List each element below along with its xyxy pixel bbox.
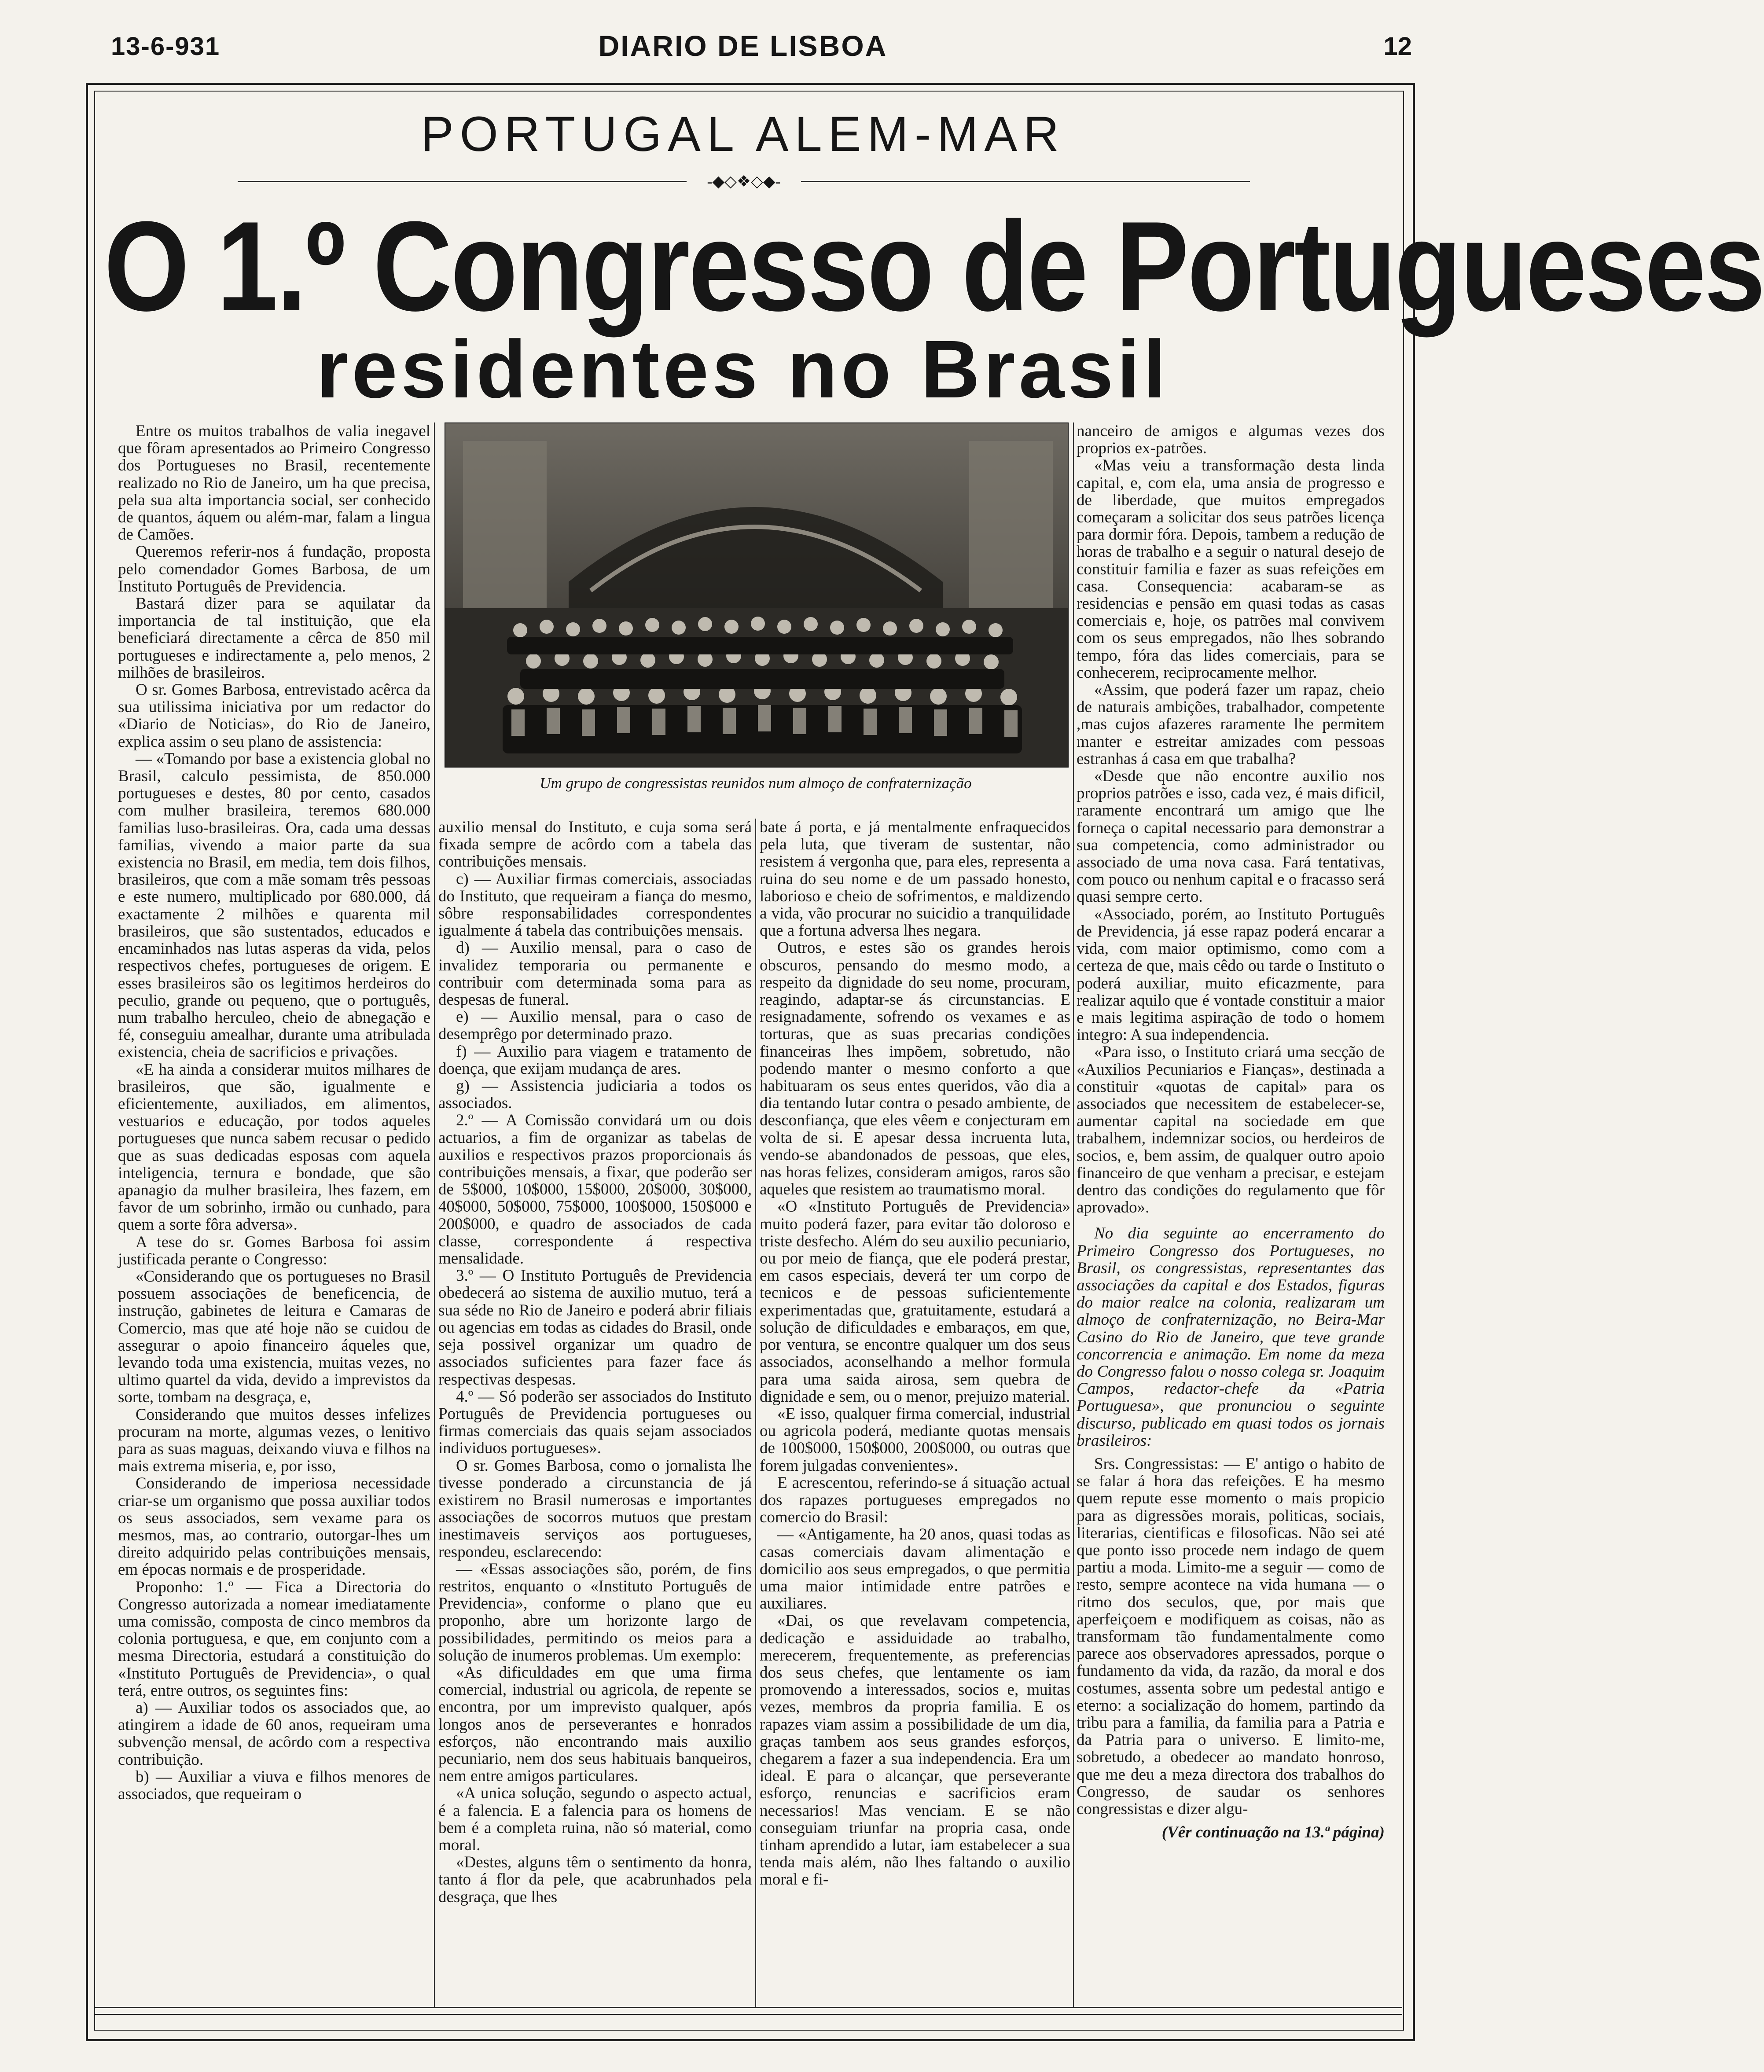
paragraph: «Mas veiu a transformação desta linda capital, e, com ela, uma ansia de progresso e de liberdade, que muitos empregados começaram a solicitar dos seus patrões licença para dormir fóra. Depois, tambem a redução de horas de trabalho e a seguir o natural desejo de constituir familia e fazer as suas refeições em casa. Consequencia: acabaram-se as residencias e pensão em quasi todas as casas comerciais e, hoje, os patrões mal convivem com os seus empregados, não lhes sobrando tempo, fóra das lides comerciais, para se conhecerem, reciprocamente melhor. xyxy=(1077,456,1385,682)
column-rule-2 xyxy=(755,819,756,2007)
continuation-note: (Vêr continuação na 13.ª página) xyxy=(1161,1823,1385,1842)
italic-lead-paragraph: No dia seguinte ao encerramento do Primeiro Congresso dos Portugueses, no Brasil, os congressistas, representantes das associações da capital e dos Estados, figuras do maior realce na colonia, realizaram um almoço de confraternização, no Beira-Mar Casino do Rio de Janeiro, que teve grande concorrencia e animação. Em nome da meza do Congresso falou o nosso colega sr. Joaquim Campos, redactor-chefe da «Patria Portuguesa», que pronunciou o seguinte discurso, publicado em quasi todos os jornais brasileiros: xyxy=(1077,1224,1385,1450)
paragraph: «E isso, qualquer firma comercial, industrial ou agricola poderá, mediante quotas mensais de 100$000, 150$000, 200$000, ou outras que forem julgadas convenientes». xyxy=(760,1404,1070,1475)
paragraph: Considerando de imperiosa necessidade criar-se um organismo que possa auxiliar todos os seus associados, sem vexame para os mesmos, mas, ao contrario, outorgar-lhes um direito adquirido pelas contribuições mensais, em épocas normais e de prosperidade. xyxy=(118,1474,430,1579)
paragraph: «O «Instituto Português de Previdencia» muito poderá fazer, para evitar tão doloroso e triste desfecho. Além do seu auxilio pecuniario, ou por meio de fiança, que ele poderá prestar, em casos especiais, deverá ter um corpo de tecnicos e de pessoas suficientemente experimentadas que, gratuitamente, estudará a solução de dificuldades e embaraços, em que, por ventura, se encontre qualquer um dos seus associados, aconselhando a melhor formula para uma saida airosa, sem quebra de dignidade e sem, ou o menor, prejuizo material. xyxy=(760,1198,1070,1406)
bottom-rule xyxy=(94,2007,1402,2008)
ornament-glyphs: -◆◇❖◇◆- xyxy=(707,173,781,190)
article-column-4 xyxy=(1077,422,1385,2007)
paragraph: auxilio mensal do Instituto, e cuja soma será fixada sempre de acôrdo com a tabela das contribuições mensais. xyxy=(438,818,752,871)
paragraph: f) — Auxilio para viagem e tratamento de doença, que exijam mudança de ares. xyxy=(438,1042,752,1078)
group-photo xyxy=(445,422,1069,768)
paragraph: Entre os muitos trabalhos de valia inegavel que fôram apresentados ao Primeiro Congresso dos Portugueses no Brasil, recentemente realizado no Rio de Janeiro, um ha que precisa, pela sua alta importancia social, ser conhecido de quantos, áquem ou além-mar, falam a lingua de Camões. xyxy=(118,422,430,544)
paragraph: g) — Assistencia judiciaria a todos os associados. xyxy=(438,1077,752,1113)
paragraph: «Assim, que poderá fazer um rapaz, cheio de naturais ambições, trabalhador, competente ,mas cujos afazeres raramente lhe permitem manter e estreitar amizades com pessoas estranhas á casa em que trabalha? xyxy=(1077,681,1385,768)
paragraph: E acrescentou, referindo-se á situação actual dos rapazes portugueses empregados no comercio do Brasil: xyxy=(760,1473,1070,1527)
paragraph: «Dai, os que revelavam competencia, dedicação e assiduidade ao trabalho, merecerem, frequentemente, as preferencias dos seus chefes, que lentamente os iam promovendo a interessados, socios e, muitas vezes, membros da propria familia. E os rapazes viam assim a possibilidade de um dia, graças tambem aos seus grandes esforços, chegarem a fazer a sua independencia. Era um ideal. E para o alcançar, que perseverante esforço, renuncias e sacrificios eram necessarios! Mas venciam. E se não conseguiam triunfar na propria casa, onde tinham aprendido a lutar, iam estabelecer a sua tenda mais além, não lhes faltando o auxilio moral e fi- xyxy=(760,1612,1070,1889)
paragraph: — «Antigamente, ha 20 anos, quasi todas as casas comerciais davam alimentação e domicilio aos seus empregados, o que permitia uma maior intimidade entre patrões e auxiliares. xyxy=(760,1525,1070,1613)
newspaper-name: DIARIO DE LISBOA xyxy=(598,29,888,62)
paragraph: 2.º — A Comissão convidará um ou dois actuarios, a fim de organizar as tabelas de auxilios e respectivos prazos proporcionais ás contribuições mensais, a fixar, que poderão ser de 5$000, 10$000, 15$000, 20$000, 30$000, 40$000, 50$000, 75$000, 100$000, 150$000 e 200$000, e quadro de associados de cada classe, correspondente á respectiva mensalidade. xyxy=(438,1111,752,1268)
paragraph: «Destes, alguns têm o sentimento da honra, tanto á flor da pele, que acabrunhados pela desgraça, que lhes xyxy=(438,1853,752,1906)
paragraph: 4.º — Só poderão ser associados do Instituto Português de Previdencia portugueses ou firmas comerciais das quais sejam associados individuos portugueses». xyxy=(438,1387,752,1458)
paragraph: «As dificuldades em que uma firma comercial, industrial ou agricola, de repente se encontra, por um imprevisto qualquer, após longos anos de perseverantes e honrados esforços, não encontrando mais auxilio pecuniario, nem dos seus habituais banqueiros, nem entre amigos particulares. xyxy=(438,1663,752,1785)
page-number: 12 xyxy=(1383,32,1412,61)
paragraph: Outros, e estes são os grandes herois obscuros, pensando do mesmo modo, a respeito da dignidade do seu nome, procuram, reagindo, adaptar-se ás circunstancias. E resignadamente, sofrendo os vexames e as torturas, que as suas precarias condições financeiras lhes impõem, sobretudo, não podendo manter o mesmo conforto a que habituaram os seus entes queridos, vão dia a dia tentando lutar contra o pesado ambiente, de desconfiança, que eles vêem e conjecturam em volta de si. E apesar dessa incruenta luta, vendo-se abandonados de pessoas, que eles, nas horas felizes, consideram amigos, raros são aqueles que resistem ao traumatismo moral. xyxy=(760,939,1070,1199)
paragraph: — «Essas associações são, porém, de fins restritos, enquanto o «Instituto Português de Previdencia», conforme o plano que eu proponho, abre um horizonte largo de possibilidades, permitindo os meios para a solução de inumeros problemas. Um exemplo: xyxy=(438,1560,752,1664)
paragraph: b) — Auxiliar a viuva e filhos menores de associados, que requeiram o xyxy=(118,1767,430,1804)
divider-line-right xyxy=(801,181,1250,182)
photo-caption: Um grupo de congressistas reunidos num almoço de confraternização xyxy=(540,775,972,792)
paragraph: «Associado, porém, ao Instituto Português de Previdencia, já esse rapaz poderá encarar a vida, com maior optimismo, como com a certeza de que, mais cêdo ou tarde o Instituto o poderá auxiliar, muito eficazmente, para realizar aquilo que é vontade constituir a maior e mais legitima aspiração de todo o homem integro: A sua independencia. xyxy=(1077,905,1385,1044)
paragraph: Bastará dizer para se aquilatar da importancia de tal instituição, que ela beneficiará directamente a cêrca de 850 mil portugueses e indirectamente a, pelo menos, 2 milhões de brasileiros. xyxy=(118,595,430,682)
paragraph: Proponho: 1.º — Fica a Directoria do Congresso autorizada a nomear imediatamente uma comissão, composta de cinco membros da colonia portuguesa, e que, em conjunto com a mesma Directoria, estudará a constituição do «Instituto Português de Previdencia», o qual terá, entre outros, os seguintes fins: xyxy=(118,1578,430,1700)
paragraph: c) — Auxiliar firmas comerciais, associadas do Instituto, que requeiram a fiança do mesmo, sôbre responsabilidades correspondentes igualmente á tabela das contribuições mensais. xyxy=(438,870,752,940)
paragraph: nanceiro de amigos e algumas vezes dos proprios ex-patrões. xyxy=(1077,422,1385,458)
headline: O 1.º Congresso de Portugueses xyxy=(104,195,1764,338)
bottom-rule-thin xyxy=(94,2014,1402,2015)
paragraph: «Considerando que os portugueses no Brasil possuem associações de beneficencia, de instrução, gabinetes de leitura e Camaras de Comercio, mas que até hoje não se cuidou de assegurar o apoio financeiro áqueles que, levando toda uma existencia, muitas vezes, no ultimo quartel da vida, devido a imprevistos da sorte, tombam na desgraça, e, xyxy=(118,1267,430,1407)
column-rule-3 xyxy=(1073,422,1074,2007)
paragraph: e) — Auxilio mensal, para o caso de desemprêgo por determinado prazo. xyxy=(438,1008,752,1043)
issue-date: 13-6-931 xyxy=(111,32,220,61)
paragraph: «A unica solução, segundo o aspecto actual, é a falencia. E a falencia para os homens de bem é a completa ruina, não só material, como moral. xyxy=(438,1784,752,1854)
section-title: PORTUGAL ALEM-MAR xyxy=(420,107,1066,162)
paragraph: «Desde que não encontre auxilio nos proprios patrões e isso, cada vez, é mais dificil, raramente encontrará um amigo que lhe forneça o capital necessario para demonstrar a sua competencia, como administrador ou associado de uma nova casa. Fará tentativas, com pouco ou nenhum capital e o fracasso será quasi sempre certo. xyxy=(1077,767,1385,906)
paragraph: «Para isso, o Instituto criará uma secção de «Auxilios Pecuniarios e Fianças», destinada a constituir «quotas de capital» para os associados que necessitem de estabelecer-se, aumentar capital na sociedade em que trabalhem, indemnizar socios, ou herdeiros de socios, e, bem assim, de qualquer outro apoio financeiro de que venham a precisar, e estejam dentro das condições do regulamento que fôr aprovado». xyxy=(1077,1043,1385,1217)
paragraph: a) — Auxiliar todos os associados que, ao atingirem a idade de 60 anos, requeiram uma subvenção mensal, de acôrdo com a respectiva contribuição. xyxy=(118,1699,430,1769)
ornament-divider xyxy=(238,173,1250,190)
article-column-1 xyxy=(118,422,430,2007)
divider-line-left xyxy=(238,181,687,182)
paragraph: 3.º — O Instituto Português de Previdencia obedecerá ao sistema de auxilio mutuo, terá a sua séde no Rio de Janeiro e poderá abrir filiais ou agencias em todas as cidades do Brasil, onde seja possivel organizar um quadro de associados suficientes para fazer face ás respectivas despesas. xyxy=(438,1267,752,1389)
paragraph: A tese do sr. Gomes Barbosa foi assim justificada perante o Congresso: xyxy=(118,1233,430,1268)
paragraph: d) — Auxilio mensal, para o caso de invalidez temporaria ou permanente e contribuir com determinada soma para as despesas de funeral. xyxy=(438,939,752,1009)
paragraph: Queremos referir-nos á fundação, proposta pelo comendador Gomes Barbosa, de um Instituto Português de Previdencia. xyxy=(118,543,430,595)
paragraph: bate á porta, e já mentalmente enfraquecidos pela luta, que tiveram de sustentar, não resistem á vergonha que, para eles, representa a ruina do seu nome e de um passado honesto, laborioso e cheio de sofrimentos, e maldizendo a vida, vão procurar no suicidio a tranquilidade que a fortuna adversa lhes negara. xyxy=(760,818,1070,940)
paragraph: — «Tomando por base a existencia global no Brasil, calculo pessimista, de 850.000 portugueses e destes, 80 por cento, casados com mulher brasileira, teremos 680.000 familias luso-brasileiras. Ora, cada uma dessas familias, vivendo a maior parte da sua existencia no Brasil, em media, tem dois filhos, brasileiros, que com a mãe somam três pessoas e este numero, multiplicado por 680.000, dá exactamente 2 milhões e quarenta mil brasileiros, que são sustentados, educados e encaminhados nas lutas asperas da vida, pelos respectivos chefes, portugueses de origem. E esses brasileiros são os legitimos herdeiros do peculio, grande ou pequeno, que o português, num trabalho herculeo, cheio de abnegação e fé, conseguiu amealhar, durante uma atribulada existencia, cheia de sacrificios e privações. xyxy=(118,749,430,1062)
paragraph: O sr. Gomes Barbosa, como o jornalista lhe tivesse ponderado a circunstancia de já existirem no Brasil numerosas e importantes associações de socorros mutuos que prestam inestimaveis serviços aos portugueses, respondeu, esclarecendo: xyxy=(438,1456,752,1561)
masthead xyxy=(0,26,1486,74)
speech-paragraph: Srs. Congressistas: — E' antigo o habito de se falar á hora das refeições. E ha mesmo quem repute esse momento o mais propicio para as digressões morais, politicas, sociais, literarias, cientificas e filosoficas. Não sei até que ponto isso procede nem indago de quem partiu a moda. Limito-me a seguir — como de resto, sempre acontece na vida humana — o ritmo dos seculos, que, por mais que aperfeiçoem e modifiquem as coisas, não as transformam tão fundamentalmente como parece aos observadores apressados, porque o fundamento da vida, da razão, da moral e dos costumes, assenta sobre um pedestal antigo e eterno: a socialização do homem, partindo da tribu para a familia, da familia para a Patria e da Patria para o universo. E limito-me, sobretudo, a obedecer ao mandato honroso, que me deu a meza directora dos trabalhos do Congresso, de saudar os senhores congressistas e dizer algu- xyxy=(1077,1455,1385,1819)
paragraph: O sr. Gomes Barbosa, entrevistado acêrca da sua utilissima iniciativa por um redactor do «Diario de Noticias», do Rio de Janeiro, explica assim o seu plano de assistencia: xyxy=(118,681,430,751)
article-column-2 xyxy=(438,819,752,2007)
column-rule-1 xyxy=(434,422,435,2007)
subheadline: residentes no Brasil xyxy=(316,324,1169,415)
paragraph: Considerando que muitos desses infelizes procuram na morte, algumas vezes, o lenitivo para as suas maguas, deixando viuva e filhos na mais extrema miseria, e, por isso, xyxy=(118,1405,430,1476)
article-column-3 xyxy=(760,819,1070,2007)
group-photo-image xyxy=(445,423,1068,767)
paragraph: «E ha ainda a considerar muitos milhares de brasileiros, que são, igualmente e eficientemente, auxiliados, em alimentos, vestuarios e educação, por todos aqueles portugueses que nunca sabem recusar o pedido que as suas dedicadas esposas com aquela inteligencia, ternura e bondade, que são apanagio da mulher brasileira, lhes fazem, em favor de um sobrinho, irmão ou cunhado, para quem a sorte fôra adversa». xyxy=(118,1060,430,1234)
